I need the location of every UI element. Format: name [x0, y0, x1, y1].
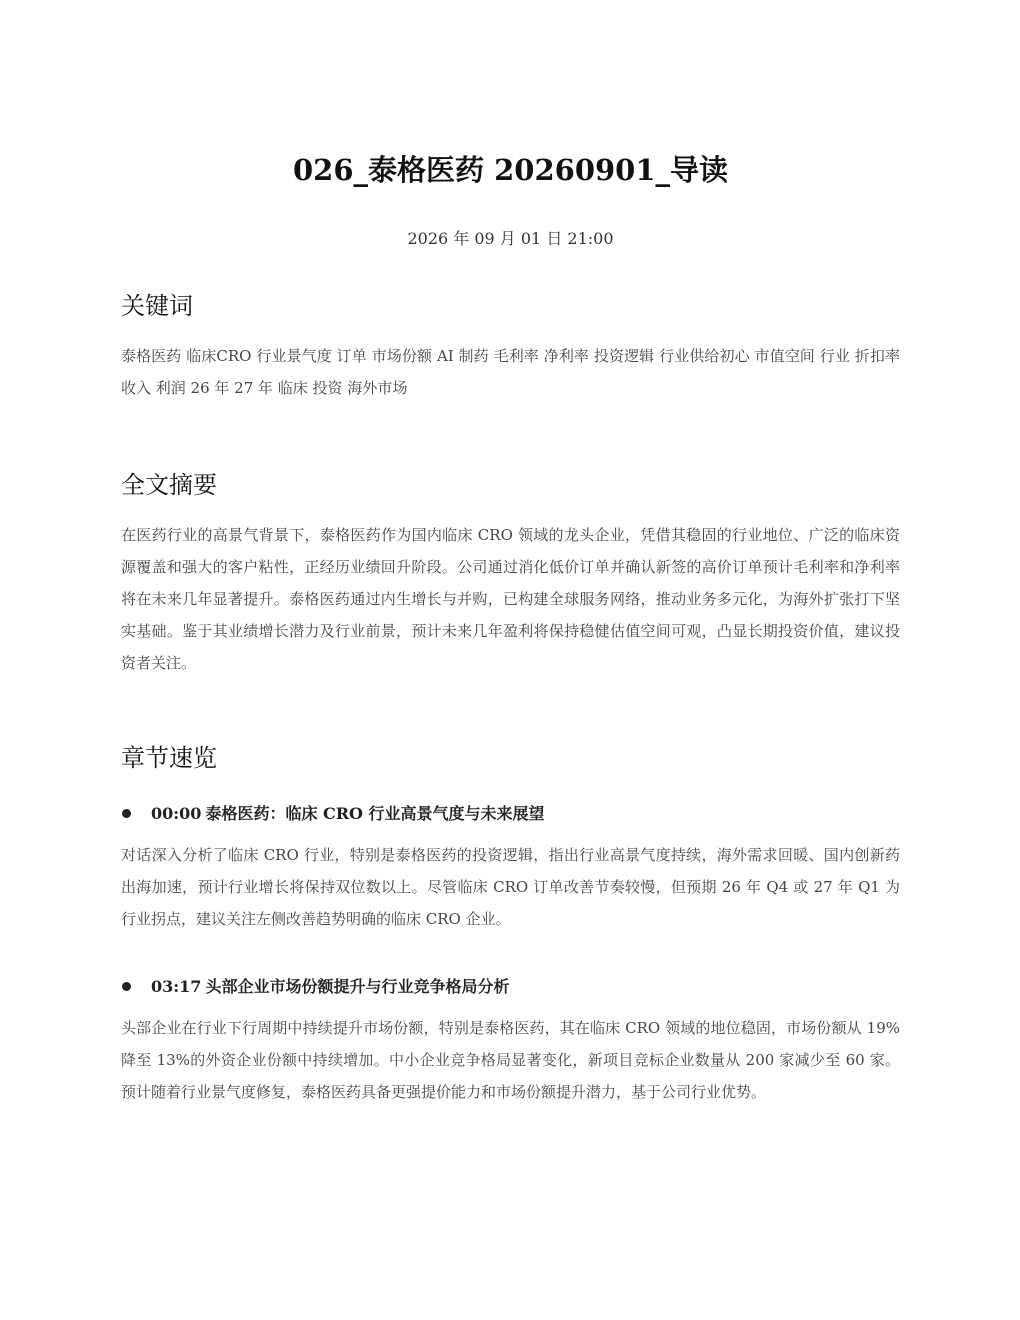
- chapter-title-text: 头部企业市场份额提升与行业竞争格局分析: [205, 977, 510, 996]
- document-date: 2026 年 09 月 01 日 21:00: [407, 229, 614, 248]
- chapter-item-text: 对话深入分析了临床 CRO 行业，特别是泰格医药的投资逻辑，指出行业高景气度持续，海外需求回暖、国内创新药出海加速，预计行业增长将保持双位数以上。尽管临床 CRO 订单改善节奏较慢，但预期 26 年 Q4 或 27 年 Q1 为行业拐点，建议关注左侧改善趋势明确的临床 CRO 企业。: [121, 846, 900, 928]
- page-title: 026_泰格医药 20260901_导读: [292, 153, 729, 187]
- chapter-item-title: [121, 802, 900, 826]
- bullet-icon: [122, 982, 131, 991]
- chapter-timestamp: 00:00: [151, 804, 202, 823]
- bullet-icon: [122, 809, 131, 818]
- chapter-timestamp: 03:17: [151, 977, 202, 996]
- summary-text: 在医药行业的高景气背景下，泰格医药作为国内临床 CRO 领域的龙头企业，凭借其稳固的行业地位、广泛的临床资源覆盖和强大的客户粘性，正经历业绩回升阶段。公司通过消化低价订单并确认新签的高价订单预计毛利率和净利率将在未来几年显著提升。泰格医药通过内生增长与并购，已构建全球服务网络，推动业务多元化，为海外扩张打下坚实基础。鉴于其业绩增长潜力及行业前景，预计未来几年盈利将保持稳健估值空间可观，凸显长期投资价值，建议投资者关注。: [121, 526, 900, 672]
- chapters-heading: 章节速览: [121, 744, 217, 772]
- keywords-heading: 关键词: [121, 292, 193, 320]
- chapter-item-title: [121, 975, 900, 999]
- keywords-text: 泰格医药 临床CRO 行业景气度 订单 市场份额 AI 制药 毛利率 净利率 投资逻辑 行业供给初心 市值空间 行业 折扣率 收入 利润 26 年 27 年 临床 投资 海外市场: [121, 347, 900, 397]
- summary-heading: 全文摘要: [121, 471, 217, 499]
- chapter-item-text: 头部企业在行业下行周期中持续提升市场份额，特别是泰格医药，其在临床 CRO 领域的地位稳固，市场份额从 19%降至 13%的外资企业份额中持续增加。中小企业竞争格局显著变化，新项目竞标企业数量从 200 家减少至 60 家。预计随着行业景气度修复，泰格医药具备更强提价能力和市场份额提升潜力，基于公司行业优势。: [121, 1019, 900, 1101]
- chapter-title-text: 泰格医药：临床 CRO 行业高景气度与未来展望: [205, 804, 545, 823]
